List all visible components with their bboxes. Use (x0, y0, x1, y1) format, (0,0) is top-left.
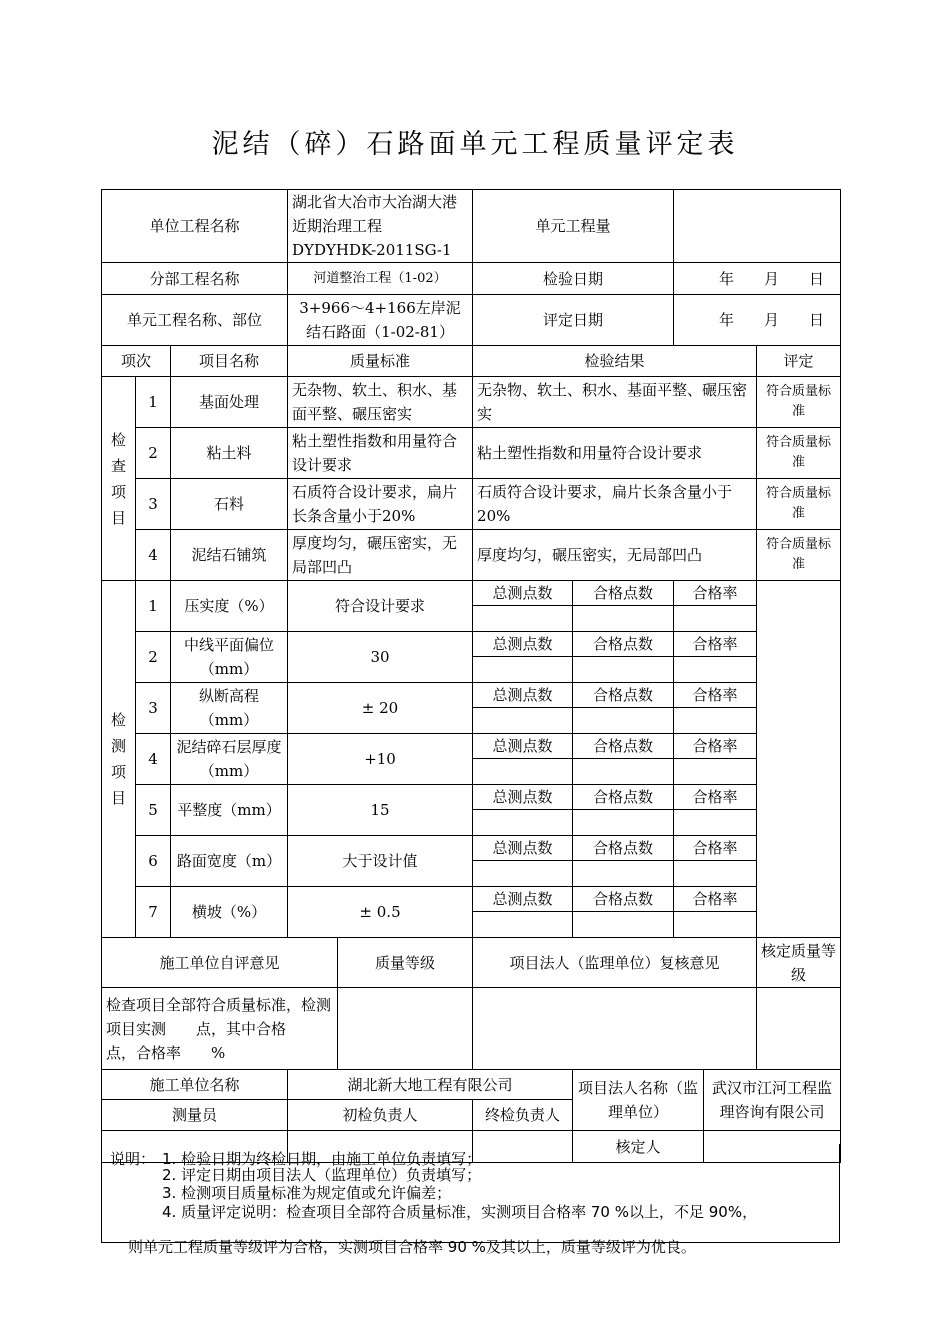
passed-points-header: 合格点数 (573, 785, 674, 810)
item-name: 平整度（mm） (171, 785, 288, 836)
verified-grade-value[interactable] (757, 988, 841, 1070)
measure-row (102, 683, 841, 708)
item-standard: ± 20 (288, 683, 473, 734)
pass-rate-header: 合格率 (674, 887, 757, 912)
col-result: 检验结果 (473, 346, 757, 377)
pass-rate-value[interactable] (674, 912, 757, 938)
verified-grade-label: 核定质量等级 (757, 938, 841, 988)
passed-points-header: 合格点数 (573, 836, 674, 861)
pass-rate-value[interactable] (674, 606, 757, 632)
review-opinion-label: 项目法人（监理单位）复核意见 (473, 938, 757, 988)
measure-rating-cell[interactable] (757, 581, 841, 938)
contractor-value: 湖北新大地工程有限公司 (288, 1070, 573, 1100)
measure-row (102, 632, 841, 657)
surveyor-label: 测量员 (102, 1100, 288, 1131)
measure-row (102, 734, 841, 759)
item-rating: 符合质量标准 (757, 479, 841, 530)
pass-rate-value[interactable] (674, 861, 757, 887)
pass-rate-header: 合格率 (674, 632, 757, 657)
item-standard: 石质符合设计要求，扁片长条含量小于20% (288, 479, 473, 530)
passed-points-value[interactable] (573, 606, 674, 632)
inspection-date-label: 检验日期 (473, 263, 674, 295)
final-inspector-label: 终检负责人 (473, 1100, 573, 1131)
item-standard: 30 (288, 632, 473, 683)
pass-rate-value[interactable] (674, 708, 757, 734)
item-name: 路面宽度（m） (171, 836, 288, 887)
item-standard: 大于设计值 (288, 836, 473, 887)
owner-label: 项目法人名称（监理单位） (573, 1070, 704, 1131)
note-line: 2. 评定日期由项目法人（监理单位）负责填写； (162, 1166, 482, 1184)
total-points-header: 总测点数 (473, 785, 573, 810)
measure-row (102, 785, 841, 810)
self-opinion-text[interactable]: 检查项目全部符合质量标准，检测项目实测 点，其中合格 点，合格率 % (102, 988, 338, 1070)
pass-rate-value[interactable] (674, 810, 757, 836)
col-rating: 评定 (757, 346, 841, 377)
measure-group-label: 检测项目 (110, 711, 126, 807)
measure-row (102, 836, 841, 861)
page-title: 泥结（碎）石路面单元工程质量评定表 (211, 129, 739, 160)
sub-project-label: 分部工程名称 (102, 263, 288, 295)
col-standard: 质量标准 (288, 346, 473, 377)
pass-rate-header: 合格率 (674, 836, 757, 861)
item-name: 纵断高程（mm） (171, 683, 288, 734)
unit-project-value: 湖北省大冶市大冶湖大港近期治理工程 DYDYHDK-2011SG-1 (288, 190, 473, 263)
total-points-value[interactable] (473, 708, 573, 734)
item-no: 2 (136, 428, 171, 479)
total-points-header: 总测点数 (473, 836, 573, 861)
col-item-name: 项目名称 (171, 346, 288, 377)
note-line-tail: 则单元工程质量等级评为合格，实测项目合格率 90 %及其以上，质量等级评为优良。 (128, 1238, 696, 1256)
total-points-header: 总测点数 (473, 581, 573, 606)
passed-points-value[interactable] (573, 810, 674, 836)
item-rating: 符合质量标准 (757, 530, 841, 581)
sub-project-value: 河道整治工程（1-02） (288, 263, 473, 295)
element-quantity-label: 单元工程量 (473, 190, 674, 263)
total-points-value[interactable] (473, 810, 573, 836)
total-points-value[interactable] (473, 606, 573, 632)
verifier-label: 核定人 (573, 1131, 704, 1163)
passed-points-value[interactable] (573, 708, 674, 734)
contractor-label: 施工单位名称 (102, 1070, 288, 1100)
item-name: 压实度（%） (171, 581, 288, 632)
item-name: 泥结碎石层厚度（mm） (171, 734, 288, 785)
passed-points-header: 合格点数 (573, 581, 674, 606)
pass-rate-header: 合格率 (674, 683, 757, 708)
passed-points-header: 合格点数 (573, 632, 674, 657)
passed-points-header: 合格点数 (573, 683, 674, 708)
item-standard: 粘土塑性指数和用量符合设计要求 (288, 428, 473, 479)
element-name-label: 单元工程名称、部位 (102, 295, 288, 346)
note-line: 1. 检验日期为终检日期，由施工单位负责填写； (162, 1150, 482, 1168)
self-opinion-label: 施工单位自评意见 (102, 938, 338, 988)
item-standard: 厚度均匀，碾压密实，无局部凹凸 (288, 530, 473, 581)
quality-assessment-table (101, 189, 841, 1163)
item-no: 3 (136, 479, 171, 530)
total-points-value[interactable] (473, 861, 573, 887)
item-standard: 15 (288, 785, 473, 836)
passed-points-value[interactable] (573, 912, 674, 938)
item-name: 粘土料 (171, 428, 288, 479)
assessment-date-label: 评定日期 (473, 295, 674, 346)
passed-points-header: 合格点数 (573, 887, 674, 912)
check-group-label: 检查项目 (110, 430, 126, 527)
passed-points-value[interactable] (573, 861, 674, 887)
total-points-header: 总测点数 (473, 887, 573, 912)
item-no: 3 (136, 683, 171, 734)
element-name-value: 3+966～4+166左岸泥结石路面（1-02-81） (288, 295, 473, 346)
item-no: 1 (136, 377, 171, 428)
check-row (102, 428, 841, 479)
measure-row (102, 887, 841, 912)
item-no: 6 (136, 836, 171, 887)
total-points-value[interactable] (473, 912, 573, 938)
total-points-header: 总测点数 (473, 734, 573, 759)
item-no: 7 (136, 887, 171, 938)
total-points-header: 总测点数 (473, 683, 573, 708)
unit-project-label: 单位工程名称 (102, 190, 288, 263)
review-opinion-value[interactable] (473, 988, 757, 1070)
col-item-no: 项次 (102, 346, 171, 377)
item-result: 粘土塑性指数和用量符合设计要求 (473, 428, 757, 479)
passed-points-header: 合格点数 (573, 734, 674, 759)
item-standard: ± 0.5 (288, 887, 473, 938)
item-standard: +10 (288, 734, 473, 785)
pass-rate-value[interactable] (674, 657, 757, 683)
check-row (102, 479, 841, 530)
notes-box (101, 1144, 840, 1243)
note-line: 3. 检测项目质量标准为规定值或允许偏差； (162, 1184, 452, 1202)
item-no: 5 (136, 785, 171, 836)
first-inspector-label: 初检负责人 (288, 1100, 473, 1131)
item-name: 横坡（%） (171, 887, 288, 938)
item-no: 1 (136, 581, 171, 632)
quality-grade-value[interactable] (338, 988, 473, 1070)
item-name: 中线平面偏位（mm） (171, 632, 288, 683)
item-rating: 符合质量标准 (757, 377, 841, 428)
total-points-value[interactable] (473, 759, 573, 785)
item-standard: 无杂物、软土、积水、基面平整、碾压密实 (288, 377, 473, 428)
item-name: 泥结石铺筑 (171, 530, 288, 581)
item-rating: 符合质量标准 (757, 428, 841, 479)
owner-value: 武汉市江河工程监理咨询有限公司 (704, 1070, 841, 1131)
quality-grade-label: 质量等级 (338, 938, 473, 988)
pass-rate-header: 合格率 (674, 581, 757, 606)
item-no: 4 (136, 734, 171, 785)
assessment-date-value[interactable]: 年 月 日 (674, 295, 841, 346)
item-name: 石料 (171, 479, 288, 530)
total-points-header: 总测点数 (473, 632, 573, 657)
item-result: 石质符合设计要求，扁片长条含量小于20% (473, 479, 757, 530)
item-result: 厚度均匀，碾压密实，无局部凹凸 (473, 530, 757, 581)
item-standard: 符合设计要求 (288, 581, 473, 632)
note-line: 4. 质量评定说明：检查项目全部符合质量标准，实测项目合格率 70 %以上，不足 90%， (162, 1203, 758, 1221)
inspection-date-value[interactable]: 年 月 日 (674, 263, 841, 295)
passed-points-value[interactable] (573, 759, 674, 785)
check-row (102, 377, 841, 428)
pass-rate-value[interactable] (674, 759, 757, 785)
item-name: 基面处理 (171, 377, 288, 428)
total-points-value[interactable] (473, 657, 573, 683)
measure-row (102, 581, 841, 606)
item-result: 无杂物、软土、积水、基面平整、碾压密实 (473, 377, 757, 428)
notes-label: 说明： (110, 1150, 156, 1168)
item-no: 2 (136, 632, 171, 683)
passed-points-value[interactable] (573, 657, 674, 683)
check-row (102, 530, 841, 581)
element-quantity-value[interactable] (674, 190, 841, 263)
item-no: 4 (136, 530, 171, 581)
pass-rate-header: 合格率 (674, 785, 757, 810)
pass-rate-header: 合格率 (674, 734, 757, 759)
